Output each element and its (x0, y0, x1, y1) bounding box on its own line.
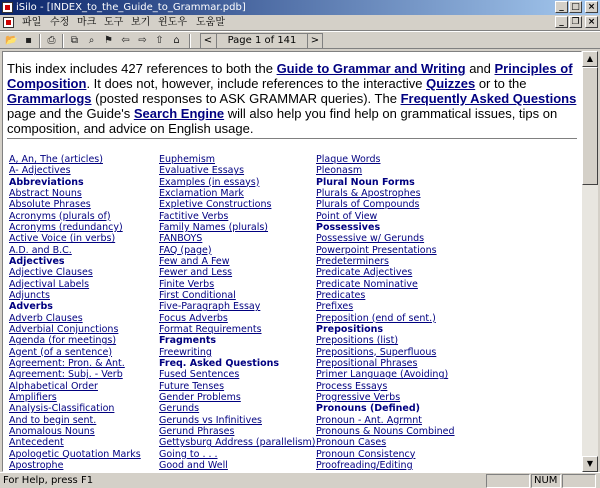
previous-page-button[interactable]: < (203, 35, 213, 46)
page-indicator: Page 1 of 141 (216, 34, 308, 48)
index-link[interactable]: Predeterminers (316, 255, 389, 267)
index-link[interactable]: Adverb Clauses (9, 312, 83, 324)
index-link[interactable]: Future Tenses (159, 380, 225, 392)
index-link[interactable]: Alphabetical Order (9, 380, 98, 392)
index-link[interactable]: Adjective Clauses (9, 267, 93, 279)
index-link[interactable]: Gerunds (159, 403, 200, 415)
maximize-button[interactable]: □ (569, 1, 582, 13)
toolbar-separator (39, 34, 41, 48)
index-link[interactable]: Pronouns (Defined) (316, 403, 421, 415)
index-link[interactable]: Adjectives (9, 255, 65, 267)
index-link[interactable]: Apostrophe (9, 459, 64, 471)
next-page-button[interactable]: > (310, 35, 320, 46)
index-link[interactable]: First Conditional (159, 289, 236, 301)
index-link[interactable]: Prepositions (316, 323, 384, 335)
index-link[interactable]: Plaque Words (316, 154, 381, 165)
index-link[interactable]: Going to . . . (159, 448, 218, 460)
link-principles-composition[interactable]: Principles of Composition (7, 61, 573, 91)
doc-close-button[interactable]: × (585, 16, 598, 28)
index-link[interactable]: A, An, The (articles) (9, 154, 103, 165)
menu-file[interactable]: 파일 (22, 17, 42, 28)
index-link[interactable]: Point of View (316, 210, 378, 222)
index-link[interactable]: Five-Paragraph Essay (159, 301, 261, 313)
index-link[interactable]: Gerunds vs Infinitives (159, 414, 262, 426)
index-link[interactable]: Gettysburg Address (parallelism) (159, 437, 316, 449)
index-link[interactable]: Pronoun - Ant. Agrmnt (316, 414, 422, 426)
index-link[interactable]: Family Names (plurals) (159, 221, 269, 233)
index-link[interactable]: Exclamation Mark (159, 187, 244, 199)
close-button[interactable]: × (585, 1, 598, 13)
index-link[interactable]: Format Requirements (159, 323, 262, 335)
minimize-button[interactable]: _ (555, 1, 568, 13)
index-link[interactable]: Absolute Phrases (9, 199, 91, 211)
index-link[interactable]: Prepositional Phrases (316, 357, 418, 369)
index-link[interactable]: Abstract Nouns (9, 187, 82, 199)
index-link[interactable]: Possessives (316, 221, 381, 233)
status-pane (486, 474, 530, 488)
index-link[interactable]: A- Adjectives (9, 165, 71, 177)
index-link[interactable]: Active Voice (in verbs) (9, 233, 116, 245)
index-link[interactable]: Pronouns & Nouns Combined (316, 425, 455, 437)
link-grammarlogs[interactable]: Grammarlogs (7, 91, 92, 106)
scroll-up-arrow[interactable]: ▲ (582, 51, 598, 67)
status-pane (562, 474, 596, 488)
menu-help[interactable]: 도움말 (196, 17, 225, 28)
save-icon[interactable]: ▪ (25, 35, 32, 46)
scroll-thumb[interactable] (582, 67, 598, 185)
index-link[interactable]: Acronyms (redundancy) (9, 221, 123, 233)
index-link[interactable]: Gender Problems (159, 391, 241, 403)
index-link[interactable]: Prefixes (316, 301, 354, 313)
index-link[interactable]: Preposition (end of sent.) (316, 312, 436, 324)
index-link[interactable]: Agent (of a sentence) (9, 346, 113, 358)
divider (7, 138, 577, 140)
index-link[interactable]: Few and A Few (159, 255, 230, 267)
index-link[interactable]: Pronoun Consistency (316, 448, 416, 460)
index-link[interactable]: Expletive Constructions (159, 199, 272, 211)
title-bar (0, 0, 600, 15)
index-link[interactable]: Factitive Verbs (159, 210, 229, 222)
menu-edit[interactable]: 수정 (50, 17, 70, 28)
index-link[interactable]: Analysis-Classification (9, 403, 115, 415)
index-link[interactable]: Pleonasm (316, 165, 363, 177)
index-link[interactable]: Fused Sentences (159, 369, 240, 381)
window-controls (554, 1, 598, 14)
index-link[interactable]: Progressive Verbs (316, 391, 401, 403)
index-link[interactable]: Antecedent (9, 437, 64, 449)
index-link[interactable]: Euphemism (159, 154, 216, 165)
index-link[interactable]: Apologetic Quotation Marks (9, 448, 141, 460)
index-link[interactable]: Fewer and Less (159, 267, 233, 279)
link-faq[interactable]: Frequently Asked Questions (400, 91, 577, 106)
index-link[interactable]: Amplifiers (9, 391, 57, 403)
index-link[interactable]: Possessive w/ Gerunds (316, 233, 425, 245)
intro-text: page and the Guide's (7, 106, 134, 121)
intro-text: or to the (475, 76, 527, 91)
index-link[interactable]: Agreement: Pron. & Ant. (9, 357, 125, 369)
menu-tools[interactable]: 도구 (104, 17, 124, 28)
vertical-scrollbar[interactable] (582, 51, 598, 472)
index-link[interactable]: Good and Well (159, 459, 228, 471)
index-link[interactable]: And to begin sent. (9, 414, 97, 426)
index-link[interactable]: Freq. Asked Questions (159, 357, 280, 369)
index-link[interactable]: Gerund Phrases (159, 425, 235, 437)
index-link[interactable]: Proofreading/Editing (316, 459, 413, 471)
toolbar (0, 31, 600, 49)
menu-window[interactable]: 윈도우 (158, 17, 187, 28)
link-quizzes[interactable]: Quizzes (426, 76, 476, 91)
document-view[interactable] (2, 51, 582, 472)
intro-paragraph (7, 61, 579, 136)
index-link[interactable]: Evaluative Essays (159, 165, 245, 177)
link-guide-grammar-writing[interactable]: Guide to Grammar and Writing (276, 61, 466, 76)
window-title: iSilo - [INDEX_to_the_Guide_to_Grammar.pdb] (16, 2, 246, 13)
document-window-controls (554, 16, 598, 28)
back-icon[interactable]: ⇦ (121, 35, 130, 46)
index-link[interactable]: Anomalous Nouns (9, 425, 95, 437)
doc-minimize-button[interactable]: _ (555, 16, 568, 28)
doc-restore-button[interactable]: ❐ (569, 16, 582, 28)
index-link[interactable]: Plurals of Compounds (316, 199, 420, 211)
index-link[interactable]: Finite Verbs (159, 278, 215, 290)
intro-text: This index includes 427 references to both the (7, 61, 277, 76)
status-text: For Help, press F1 (3, 475, 94, 486)
link-search-engine[interactable]: Search Engine (133, 106, 225, 121)
index-link[interactable]: Abbreviations (9, 176, 84, 188)
index-link[interactable]: Agreement: Subj. - Verb (9, 369, 123, 381)
forward-icon[interactable]: ⇨ (138, 35, 147, 46)
index-link[interactable]: Pronoun Cases (316, 437, 387, 449)
index-link[interactable]: A.D. and B.C. (9, 244, 72, 256)
status-bar (0, 472, 600, 488)
index-link[interactable]: Predicate Adjectives (316, 267, 413, 279)
intro-text: will also help you find help on grammatical issues, tips on composition, and advice on English usage. (7, 106, 558, 136)
index-link[interactable]: Primer Language (Avoiding) (316, 369, 449, 381)
index-link[interactable]: Focus Adverbs (159, 312, 228, 324)
index-column-2 (159, 154, 316, 471)
up-icon[interactable]: ⇧ (155, 35, 164, 46)
index-link[interactable]: Agenda (for meetings) (9, 335, 117, 347)
index-column-1 (9, 154, 141, 471)
index-link[interactable]: Fragments (159, 335, 217, 347)
intro-text: . It does not, however, include references to the interactive (86, 76, 427, 91)
index-link[interactable]: Adjectival Labels (9, 278, 90, 290)
document-icon[interactable] (3, 17, 14, 28)
index-link[interactable]: Process Essays (316, 380, 388, 392)
intro-text: and (465, 61, 495, 76)
index-link[interactable]: Adverbs (9, 301, 53, 313)
print-icon[interactable]: ⎙ (47, 35, 56, 46)
index-link[interactable]: Adjuncts (9, 289, 50, 301)
find-icon[interactable]: ⌕ (88, 35, 95, 46)
menu-bar (0, 15, 600, 31)
index-link[interactable]: Prepositions, Superfluous (316, 346, 437, 358)
scroll-down-arrow[interactable]: ▼ (582, 456, 598, 472)
index-link[interactable]: Powerpoint Presentations (316, 244, 437, 256)
index-link[interactable]: Freewriting (159, 346, 212, 358)
app-icon[interactable] (2, 2, 13, 13)
index-column-3 (316, 154, 455, 471)
index-link[interactable]: Acronyms (plurals of) (9, 210, 111, 222)
index-link[interactable]: Plurals & Apostrophes (316, 187, 421, 199)
num-lock-indicator: NUM (531, 474, 561, 488)
index-link[interactable]: Examples (in essays) (159, 176, 260, 188)
index-link[interactable]: FAQ (page) (159, 244, 212, 256)
index-link[interactable]: Adverbial Conjunctions (9, 323, 119, 335)
intro-text: (posted responses to ASK GRAMMAR queries). The (91, 91, 401, 106)
copy-icon[interactable]: ⧉ (70, 35, 79, 46)
toolbar-separator (189, 34, 191, 48)
bookmark-icon[interactable]: ⚑ (104, 35, 113, 46)
index-link[interactable]: Predicates (316, 289, 366, 301)
index-link[interactable]: Predicate Nominative (316, 278, 418, 290)
index-link[interactable]: FANBOYS (159, 233, 203, 245)
index-link[interactable]: Prepositions (list) (316, 335, 399, 347)
index-link[interactable]: Plural Noun Forms (316, 176, 415, 188)
menu-mark[interactable]: 마크 (77, 17, 97, 28)
menu-view[interactable]: 보기 (131, 17, 151, 28)
open-icon[interactable]: 📂 (5, 35, 18, 46)
page-navigator (200, 33, 323, 49)
toolbar-separator (62, 34, 64, 48)
home-icon[interactable]: ⌂ (173, 35, 180, 46)
